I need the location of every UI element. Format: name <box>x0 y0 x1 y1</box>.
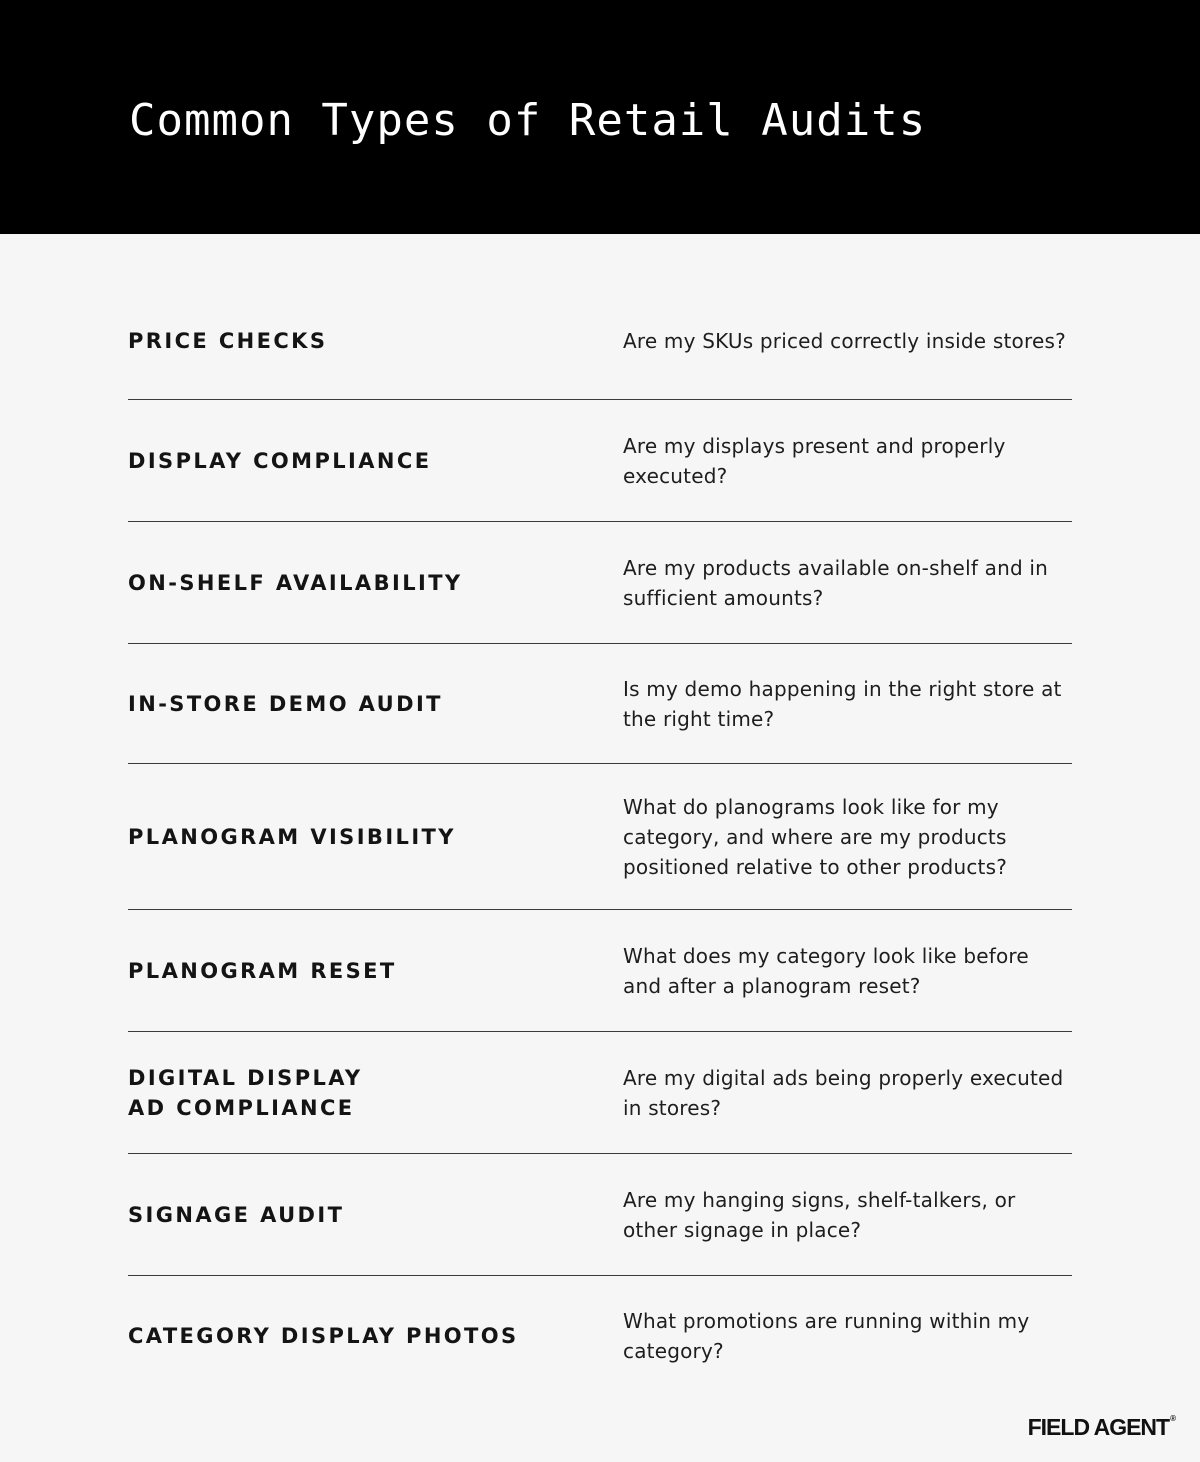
audit-type-name-line: CATEGORY DISPLAY PHOTOS <box>128 1324 519 1348</box>
logo-text: FIELD AGENT <box>1027 1414 1170 1440</box>
audit-type-name-line: IN-STORE DEMO AUDIT <box>128 691 443 716</box>
audit-type-name <box>128 956 623 986</box>
audit-type-question: What does my category look like before and after a planogram reset? <box>623 943 1029 998</box>
table-row <box>128 1154 1072 1276</box>
audit-type-name-line: DIGITAL DISPLAY <box>128 1065 363 1090</box>
table-row <box>128 522 1072 644</box>
audit-type-question: Are my displays present and properly executed? <box>623 433 1006 488</box>
audit-type-question: What promotions are running within my category? <box>623 1309 1030 1363</box>
audit-type-name-line: PLANOGRAM RESET <box>128 958 397 983</box>
table-row <box>128 282 1072 400</box>
audit-type-name <box>128 568 623 598</box>
audit-type-name-line: DISPLAY COMPLIANCE <box>128 448 432 473</box>
audit-type-name <box>128 326 623 356</box>
logo-registered-mark: ® <box>1170 1414 1175 1423</box>
audit-type-name-line: SIGNAGE AUDIT <box>128 1202 345 1227</box>
audit-type-question: What do planograms look like for my category, and where are my products positioned relative to other products? <box>623 794 1008 879</box>
table-row <box>128 1276 1072 1396</box>
audit-type-name <box>128 1200 623 1230</box>
audit-type-name-line: AD COMPLIANCE <box>128 1095 355 1120</box>
audit-type-name <box>128 1321 623 1351</box>
audit-type-name-line: ON-SHELF AVAILABILITY <box>128 570 463 595</box>
audit-type-name-line: PRICE CHECKS <box>128 328 328 353</box>
audit-type-name <box>128 446 623 476</box>
audit-type-name-line: PLANOGRAM VISIBILITY <box>128 824 456 849</box>
table-row <box>128 764 1072 910</box>
audit-type-question: Is my demo happening in the right store at the right time? <box>623 676 1062 731</box>
audit-type-name <box>128 822 623 852</box>
table-row <box>128 910 1072 1032</box>
field-agent-logo <box>1028 1414 1175 1441</box>
table-row <box>128 644 1072 764</box>
page-title: Common Types of Retail Audits <box>129 95 927 146</box>
audit-type-name <box>128 689 623 719</box>
audit-type-name <box>128 1063 623 1123</box>
audit-type-question: Are my SKUs priced correctly inside stores? <box>623 328 1066 353</box>
table-row <box>128 1032 1072 1154</box>
audit-types-table <box>128 282 1072 1396</box>
table-row <box>128 400 1072 522</box>
audit-type-question: Are my hanging signs, shelf-talkers, or other signage in place? <box>623 1187 1016 1242</box>
audit-type-question: Are my products available on-shelf and in sufficient amounts? <box>623 555 1049 610</box>
header-banner <box>0 0 1200 234</box>
audit-type-question: Are my digital ads being properly executed in stores? <box>623 1065 1064 1120</box>
